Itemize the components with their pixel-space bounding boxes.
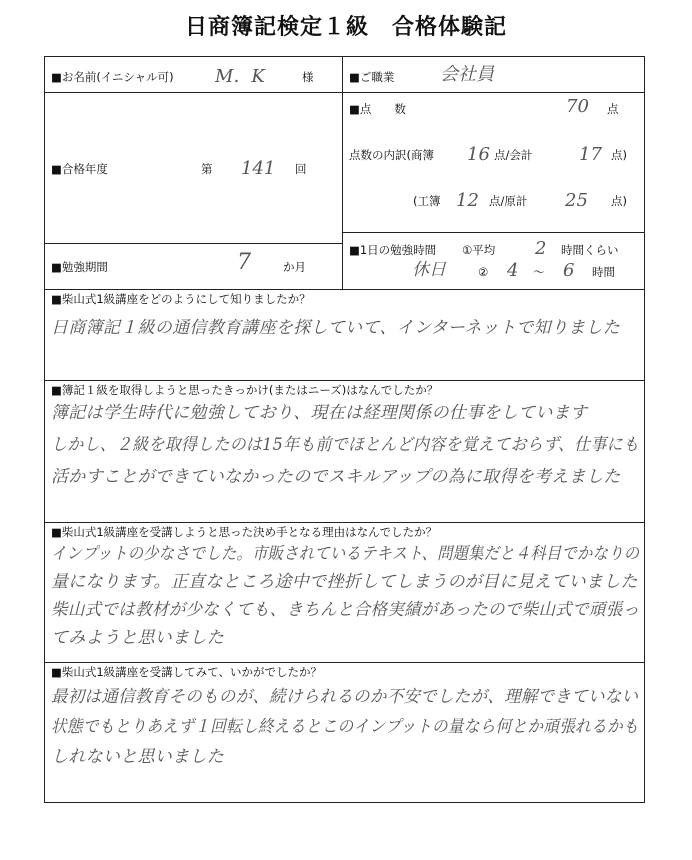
q2-answer-line: 活かすことができていなかったのでスキルアップの為に取得を考えました (51, 467, 621, 487)
pass-year-value: 141 (241, 158, 276, 179)
page-title: 日商簿記検定１級 合格体験記 (184, 15, 507, 40)
score-industrial: 12 (456, 190, 479, 211)
breakdown-label: 点数の内訳(商簿 (349, 148, 434, 162)
q4-answer-line: 最初は通信教育そのものが、続けられるのか不安でしたが、理解できていない (51, 687, 639, 707)
weekday-value: 2 (535, 238, 547, 259)
score-unit: 点 (607, 102, 619, 116)
breakdown-end: 点) (611, 148, 627, 162)
pass-year-suffix: 回 (295, 162, 307, 176)
q3-answer-line: 柴山式では教材が少なくても、きちんと合格実績があったので柴山式で頑張っ (51, 600, 640, 620)
row-divider (45, 92, 644, 93)
score-total: 70 (566, 96, 589, 117)
row-divider (45, 662, 644, 663)
study-period-unit: か月 (283, 260, 306, 274)
holiday-from: 4 (507, 260, 519, 281)
name-value: M．K (215, 66, 265, 87)
holiday-label: ② (478, 265, 489, 279)
occupation-label: ■ご職業 (349, 70, 395, 84)
holiday-unit: 時間 (592, 265, 615, 279)
pass-year-label: ■合格年度 (51, 162, 108, 176)
row-divider (45, 522, 644, 523)
row-divider (45, 243, 342, 244)
holiday-hand: 休日 (412, 260, 446, 280)
industrial-label: (工簿 (413, 194, 441, 208)
q3-answer-line: 量になります。正直なところ途中で挫折してしまうのが目に見えていました (51, 572, 638, 592)
score-label: ■点 数 (349, 102, 406, 116)
score-cost: 25 (565, 190, 588, 211)
pass-year-prefix: 第 (201, 162, 213, 176)
row-divider (45, 289, 644, 290)
q2-answer-line: しかし、２級を取得したのは15年も前でほとんど内容を覚えておらず、仕事にも (51, 435, 640, 455)
q3-question: ■柴山式1級講座を受講しようと思った決め手となる理由はなんでしたか？ (51, 525, 438, 539)
q2-question: ■簿記１級を取得しようと思ったきっかけ(またはニーズ)はなんでしたか？ (51, 383, 439, 397)
cost-end: 点) (611, 194, 627, 208)
name-label: ■お名前(イニシャル可) (51, 70, 174, 84)
score-accounting: 17 (579, 144, 602, 165)
q3-answer-line: てみようと思いました (51, 628, 224, 648)
study-period-value: 7 (237, 250, 251, 275)
weekday-unit: 時間くらい (561, 243, 619, 257)
q1-question: ■柴山式1級講座をどのようにして知りましたか？ (51, 292, 311, 306)
holiday-tilde: ～ (533, 265, 545, 279)
row-divider (342, 232, 644, 233)
q4-answer-line: 状態でもとりあえず１回転し終えるとこのインプットの量なら何とか頑張れるかも (51, 717, 639, 737)
q4-question: ■柴山式1級講座を受講してみて、いかがでしたか？ (51, 665, 322, 679)
cost-label: 点/原計 (489, 194, 528, 208)
study-period-label: ■勉強期間 (51, 260, 108, 274)
weekday-label: ①平均 (462, 243, 496, 257)
daily-label: ■1日の勉強時間 (349, 243, 437, 257)
q4-answer-line: しれないと思いました (51, 747, 224, 767)
score-commercial: 16 (467, 144, 490, 165)
name-suffix: 様 (302, 70, 314, 84)
occupation-value: 会社員 (440, 64, 494, 85)
q2-answer-line: 簿記は学生時代に勉強しており、現在は経理関係の仕事をしています (51, 403, 588, 423)
q1-answer-line: 日商簿記１級の通信教育講座を探していて、インターネットで知りました (51, 318, 621, 338)
q3-answer-line: インプットの少なさでした。市販されているテキスト、問題集だと４科目でかなりの (51, 544, 640, 564)
holiday-to: 6 (563, 260, 575, 281)
row-divider (45, 380, 644, 381)
survey-form (44, 56, 645, 803)
accounting-label: 点/会計 (494, 148, 533, 162)
